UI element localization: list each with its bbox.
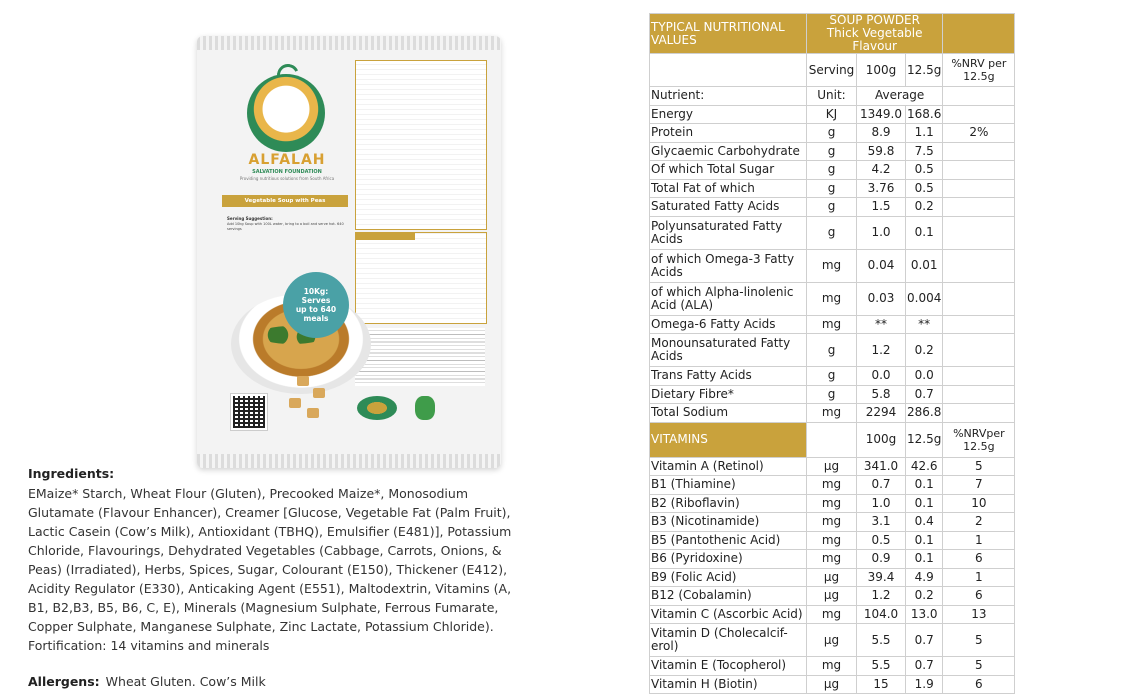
nutrient-name: Trans Fatty Acids — [650, 367, 807, 386]
serving-badge — [283, 272, 349, 338]
vitamin-value-100g: 15 — [857, 675, 906, 694]
package-brand-subtitle: SALVATION FOUNDATION — [252, 169, 322, 175]
vitamin-nrv: 7 — [943, 476, 1015, 495]
vitamin-nrv: 1 — [943, 531, 1015, 550]
col-100g-header: 100g — [857, 54, 906, 87]
nutrient-name: Protein — [650, 124, 807, 143]
nutrition-label-row — [650, 87, 1015, 106]
vitamin-value-12-5g: 0.4 — [906, 513, 943, 532]
vit-col-100g-header: 100g — [857, 422, 906, 457]
vitamin-value-100g: 0.5 — [857, 531, 906, 550]
allergens-line — [28, 674, 266, 689]
vitamin-row — [650, 494, 1015, 513]
vitamin-row — [650, 457, 1015, 476]
halaal-logo-icon — [357, 396, 397, 420]
vitamin-nrv: 5 — [943, 657, 1015, 676]
crouton-image — [307, 408, 319, 418]
nutrient-name: Dietary Fibre* — [650, 385, 807, 404]
qr-code-icon — [231, 394, 267, 430]
average-label: Average — [857, 87, 943, 106]
vitamin-value-100g: 39.4 — [857, 568, 906, 587]
vitamin-row — [650, 550, 1015, 569]
nutrient-value-100g: 1.0 — [857, 216, 906, 249]
ingredients-text: EMaize* Starch, Wheat Flour (Gluten), Precooked Maize*, Monosodium Glutamate (Flavour Enhancer), Creamer [Glucose, Vegetable Fat (Palm Fruit), Lactic Casein (Cow’s Milk), Antioxidant (TBHQ), Emulsifier (E481)], Potassium Chloride, Flavourings, Dehydrated Vegetables (Cabbage, Carrots, Onions, & Peas) (Irradiated), Herbs, Spices, Sugar, Colourant (E150), Thickener (E412), Acidity Regulator (E330), Anticaking Agent (E551), Maltodextrin, Vitamins (A, B1, B2,B3, B5, B6, C, E), Minerals (Magnesium Sulphate, Ferrous Fumarate, Copper Sulphate, Manganese Sulphate, Zinc Lactate, Potassium Chloride). Fortification: 14 vitamins and minerals — [28, 486, 512, 653]
nutrient-value-100g: 59.8 — [857, 142, 906, 161]
crouton-image — [313, 388, 325, 398]
nutrition-row — [650, 216, 1015, 249]
nutrient-value-100g: ** — [857, 315, 906, 334]
vitamins-header-row — [650, 422, 1015, 457]
nutrient-unit: g — [807, 124, 857, 143]
vitamin-row — [650, 568, 1015, 587]
nutrient-value-100g: 0.03 — [857, 282, 906, 315]
vitamin-unit: mg — [807, 513, 857, 532]
vitamin-name: B9 (Folic Acid) — [650, 568, 807, 587]
vitamin-row — [650, 531, 1015, 550]
nutrient-value-12-5g: 1.1 — [906, 124, 943, 143]
nutrient-value-100g: 1.5 — [857, 198, 906, 217]
nutrient-nrv — [943, 249, 1015, 282]
unit-label: Unit: — [807, 87, 857, 106]
nutrient-nrv — [943, 315, 1015, 334]
nutrient-value-12-5g: 0.7 — [906, 385, 943, 404]
vitamin-value-100g: 0.7 — [857, 476, 906, 495]
nutrient-value-100g: 4.2 — [857, 161, 906, 180]
nutrition-header-flavour: Thick Vegetable Flavour — [826, 26, 923, 53]
vitamin-value-100g: 0.9 — [857, 550, 906, 569]
nutrient-value-100g: 1.2 — [857, 334, 906, 367]
nutrient-name: of which Alpha-linolenic Acid (ALA) — [650, 282, 807, 315]
vitamin-row — [650, 675, 1015, 694]
col-nrv-header: %NRV per 12.5g — [943, 54, 1015, 87]
nutrient-value-12-5g: 0.5 — [906, 161, 943, 180]
vitamin-value-100g: 104.0 — [857, 605, 906, 624]
nutrient-name: Monounsaturated Fatty Acids — [650, 334, 807, 367]
vitamin-nrv: 13 — [943, 605, 1015, 624]
vitamin-value-100g: 341.0 — [857, 457, 906, 476]
nutrient-value-12-5g: 0.0 — [906, 367, 943, 386]
package-mini-nutrition-table — [355, 60, 487, 230]
vitamin-unit: µg — [807, 587, 857, 606]
nutrient-name: Total Fat of which — [650, 179, 807, 198]
nutrient-nrv — [943, 385, 1015, 404]
package-serving-heading: Serving Suggestion: — [227, 216, 273, 221]
vitamin-row — [650, 657, 1015, 676]
nutrient-value-12-5g: 7.5 — [906, 142, 943, 161]
vitamin-value-12-5g: 42.6 — [906, 457, 943, 476]
nutrition-row — [650, 315, 1015, 334]
vitamin-row — [650, 476, 1015, 495]
nutrient-value-12-5g: 0.1 — [906, 216, 943, 249]
package-crimp-top — [197, 36, 501, 50]
package-tagline: Providing nutritious solutions from South Africa — [239, 176, 335, 181]
package-product-name: Vegetable Soup with Peas — [222, 195, 348, 207]
badge-line: meals — [303, 314, 329, 323]
badge-line: Serves — [301, 296, 331, 305]
vitamin-name: B2 (Riboflavin) — [650, 494, 807, 513]
vitamin-row — [650, 587, 1015, 606]
product-package-image — [197, 36, 501, 468]
vitamin-unit: mg — [807, 550, 857, 569]
nutrient-value-100g: 3.76 — [857, 179, 906, 198]
vitamin-name: B3 (Nicotinamide) — [650, 513, 807, 532]
vitamin-name: Vitamin E (Tocopherol) — [650, 657, 807, 676]
vitamins-label: VITAMINS — [650, 422, 807, 457]
nutrient-name: Polyunsaturated Fatty Acids — [650, 216, 807, 249]
vitamin-unit: µg — [807, 457, 857, 476]
nutrient-unit: g — [807, 385, 857, 404]
nutrient-value-100g: 1349.0 — [857, 105, 906, 124]
vitamin-value-12-5g: 0.2 — [906, 587, 943, 606]
vitamin-nrv: 6 — [943, 587, 1015, 606]
vitamin-value-12-5g: 0.7 — [906, 624, 943, 657]
nutrient-value-100g: 8.9 — [857, 124, 906, 143]
vitamin-nrv: 1 — [943, 568, 1015, 587]
fortified-logo-icon — [415, 396, 435, 420]
nutrient-unit: g — [807, 367, 857, 386]
nutrient-name: Total Sodium — [650, 404, 807, 423]
nutrition-table — [649, 13, 1015, 694]
nutrition-row — [650, 367, 1015, 386]
vitamin-unit: mg — [807, 605, 857, 624]
vitamin-name: Vitamin D (Cholecalcif-erol) — [650, 624, 807, 657]
vitamin-unit: mg — [807, 657, 857, 676]
nutrient-value-12-5g: 0.2 — [906, 198, 943, 217]
nutrient-nrv — [943, 105, 1015, 124]
nutrition-header-left — [650, 14, 807, 54]
nutrient-value-100g: 0.04 — [857, 249, 906, 282]
nutrient-nrv — [943, 367, 1015, 386]
vit-col-nrv-header: %NRVper 12.5g — [943, 422, 1015, 457]
nutrition-row — [650, 404, 1015, 423]
ingredients-title: Ingredients: — [28, 466, 115, 481]
vitamin-nrv: 6 — [943, 550, 1015, 569]
col-serving-header: Serving — [807, 54, 857, 87]
nutrition-row — [650, 198, 1015, 217]
nutrient-unit: g — [807, 161, 857, 180]
vitamin-unit: µg — [807, 624, 857, 657]
nutrient-value-12-5g: 286.8 — [906, 404, 943, 423]
vitamin-value-12-5g: 0.1 — [906, 494, 943, 513]
allergens-text: Wheat Gluten. Cow’s Milk — [105, 674, 266, 689]
vitamin-value-100g: 1.0 — [857, 494, 906, 513]
nutrient-unit: g — [807, 334, 857, 367]
vitamin-value-12-5g: 1.9 — [906, 675, 943, 694]
nutrient-unit: mg — [807, 315, 857, 334]
vitamin-name: B1 (Thiamine) — [650, 476, 807, 495]
nutrient-name: Omega-6 Fatty Acids — [650, 315, 807, 334]
nutrition-row — [650, 334, 1015, 367]
nutrient-name: Of which Total Sugar — [650, 161, 807, 180]
vitamin-nrv: 5 — [943, 457, 1015, 476]
vitamin-name: Vitamin A (Retinol) — [650, 457, 807, 476]
nutrition-header-right — [807, 14, 943, 54]
package-brand-name: ALFALAH — [248, 152, 326, 168]
nutrient-value-12-5g: 0.5 — [906, 179, 943, 198]
nutrition-row — [650, 142, 1015, 161]
vitamin-value-100g: 1.2 — [857, 587, 906, 606]
nutrient-nrv — [943, 216, 1015, 249]
vitamin-name: Vitamin C (Ascorbic Acid) — [650, 605, 807, 624]
nutrient-unit: mg — [807, 404, 857, 423]
crouton-image — [289, 398, 301, 408]
vitamin-name: B12 (Cobalamin) — [650, 587, 807, 606]
vitamin-name: Vitamin H (Biotin) — [650, 675, 807, 694]
col-12-5g-header: 12.5g — [906, 54, 943, 87]
vitamin-name: B6 (Pyridoxine) — [650, 550, 807, 569]
nutrient-nrv — [943, 404, 1015, 423]
vitamin-unit: mg — [807, 476, 857, 495]
nutrient-unit: mg — [807, 282, 857, 315]
nutrient-nrv — [943, 179, 1015, 198]
nutrient-nrv — [943, 282, 1015, 315]
vitamin-name: B5 (Pantothenic Acid) — [650, 531, 807, 550]
badge-line: 10Kg: — [303, 287, 329, 296]
nutrition-header-product: SOUP POWDER — [829, 13, 920, 27]
nutrition-row — [650, 161, 1015, 180]
nutrient-value-12-5g: 168.6 — [906, 105, 943, 124]
nutrition-column-header-row — [650, 54, 1015, 87]
package-crimp-bottom — [197, 454, 501, 468]
nutrition-row — [650, 124, 1015, 143]
nutrition-header-blank — [943, 14, 1015, 54]
vitamin-value-12-5g: 0.1 — [906, 476, 943, 495]
nutrient-value-100g: 2294 — [857, 404, 906, 423]
nutrient-unit: g — [807, 179, 857, 198]
nutrition-row — [650, 385, 1015, 404]
nutrient-value-100g: 0.0 — [857, 367, 906, 386]
nutrient-unit: mg — [807, 249, 857, 282]
nutrition-row — [650, 249, 1015, 282]
nutrition-row — [650, 282, 1015, 315]
nutrient-unit: g — [807, 198, 857, 217]
package-mini-vitamins-table — [355, 232, 487, 324]
nutrient-value-12-5g: ** — [906, 315, 943, 334]
vitamin-nrv: 10 — [943, 494, 1015, 513]
alfalah-logo-icon — [247, 74, 325, 152]
vitamin-value-100g: 5.5 — [857, 624, 906, 657]
badge-line: up to 640 — [295, 305, 337, 314]
nutrient-name: Glycaemic Carbohydrate — [650, 142, 807, 161]
nutrition-row — [650, 179, 1015, 198]
nutrient-nrv: 2% — [943, 124, 1015, 143]
nutrient-nrv — [943, 142, 1015, 161]
nutrient-name: Saturated Fatty Acids — [650, 198, 807, 217]
nutrition-header-row — [650, 14, 1015, 54]
blank-cell — [943, 87, 1015, 106]
vit-col-12-5g-header: 12.5g — [906, 422, 943, 457]
nutrient-nrv — [943, 334, 1015, 367]
vitamin-value-12-5g: 13.0 — [906, 605, 943, 624]
nutrient-label: Nutrient: — [650, 87, 807, 106]
vitamin-value-12-5g: 0.1 — [906, 531, 943, 550]
vitamin-unit: mg — [807, 494, 857, 513]
nutrient-unit: KJ — [807, 105, 857, 124]
vitamin-row — [650, 624, 1015, 657]
vitamin-nrv: 2 — [943, 513, 1015, 532]
nutrient-value-12-5g: 0.01 — [906, 249, 943, 282]
allergens-label: Allergens: — [28, 674, 100, 689]
vitamin-value-12-5g: 4.9 — [906, 568, 943, 587]
package-mini-ingredients-text — [355, 328, 485, 386]
vitamin-value-100g: 3.1 — [857, 513, 906, 532]
vitamin-row — [650, 605, 1015, 624]
vitamin-unit: µg — [807, 568, 857, 587]
vitamin-unit: mg — [807, 531, 857, 550]
nutrient-nrv — [943, 198, 1015, 217]
nutrition-corner-cell — [650, 54, 807, 87]
vitamins-header-blank — [807, 422, 857, 457]
nutrient-unit: g — [807, 142, 857, 161]
vitamin-value-100g: 5.5 — [857, 657, 906, 676]
vitamin-unit: µg — [807, 675, 857, 694]
nutrition-header-left-text: TYPICAL NUTRITIONAL VALUES — [651, 19, 785, 47]
crouton-image — [297, 376, 309, 386]
vitamin-nrv: 6 — [943, 675, 1015, 694]
package-mini-vitamins-header — [355, 232, 415, 240]
nutrient-nrv — [943, 161, 1015, 180]
vitamin-row — [650, 513, 1015, 532]
nutrient-value-12-5g: 0.2 — [906, 334, 943, 367]
nutrient-unit: g — [807, 216, 857, 249]
nutrition-row — [650, 105, 1015, 124]
vitamin-value-12-5g: 0.1 — [906, 550, 943, 569]
package-serving-text: Add 10kg Soup with 100L water, bring to a boil and serve hot. 640 servings — [227, 222, 344, 231]
nutrient-name: Energy — [650, 105, 807, 124]
nutrient-name: of which Omega-3 Fatty Acids — [650, 249, 807, 282]
vitamin-nrv: 5 — [943, 624, 1015, 657]
nutrient-value-100g: 5.8 — [857, 385, 906, 404]
nutrient-value-12-5g: 0.004 — [906, 282, 943, 315]
vitamin-value-12-5g: 0.7 — [906, 657, 943, 676]
